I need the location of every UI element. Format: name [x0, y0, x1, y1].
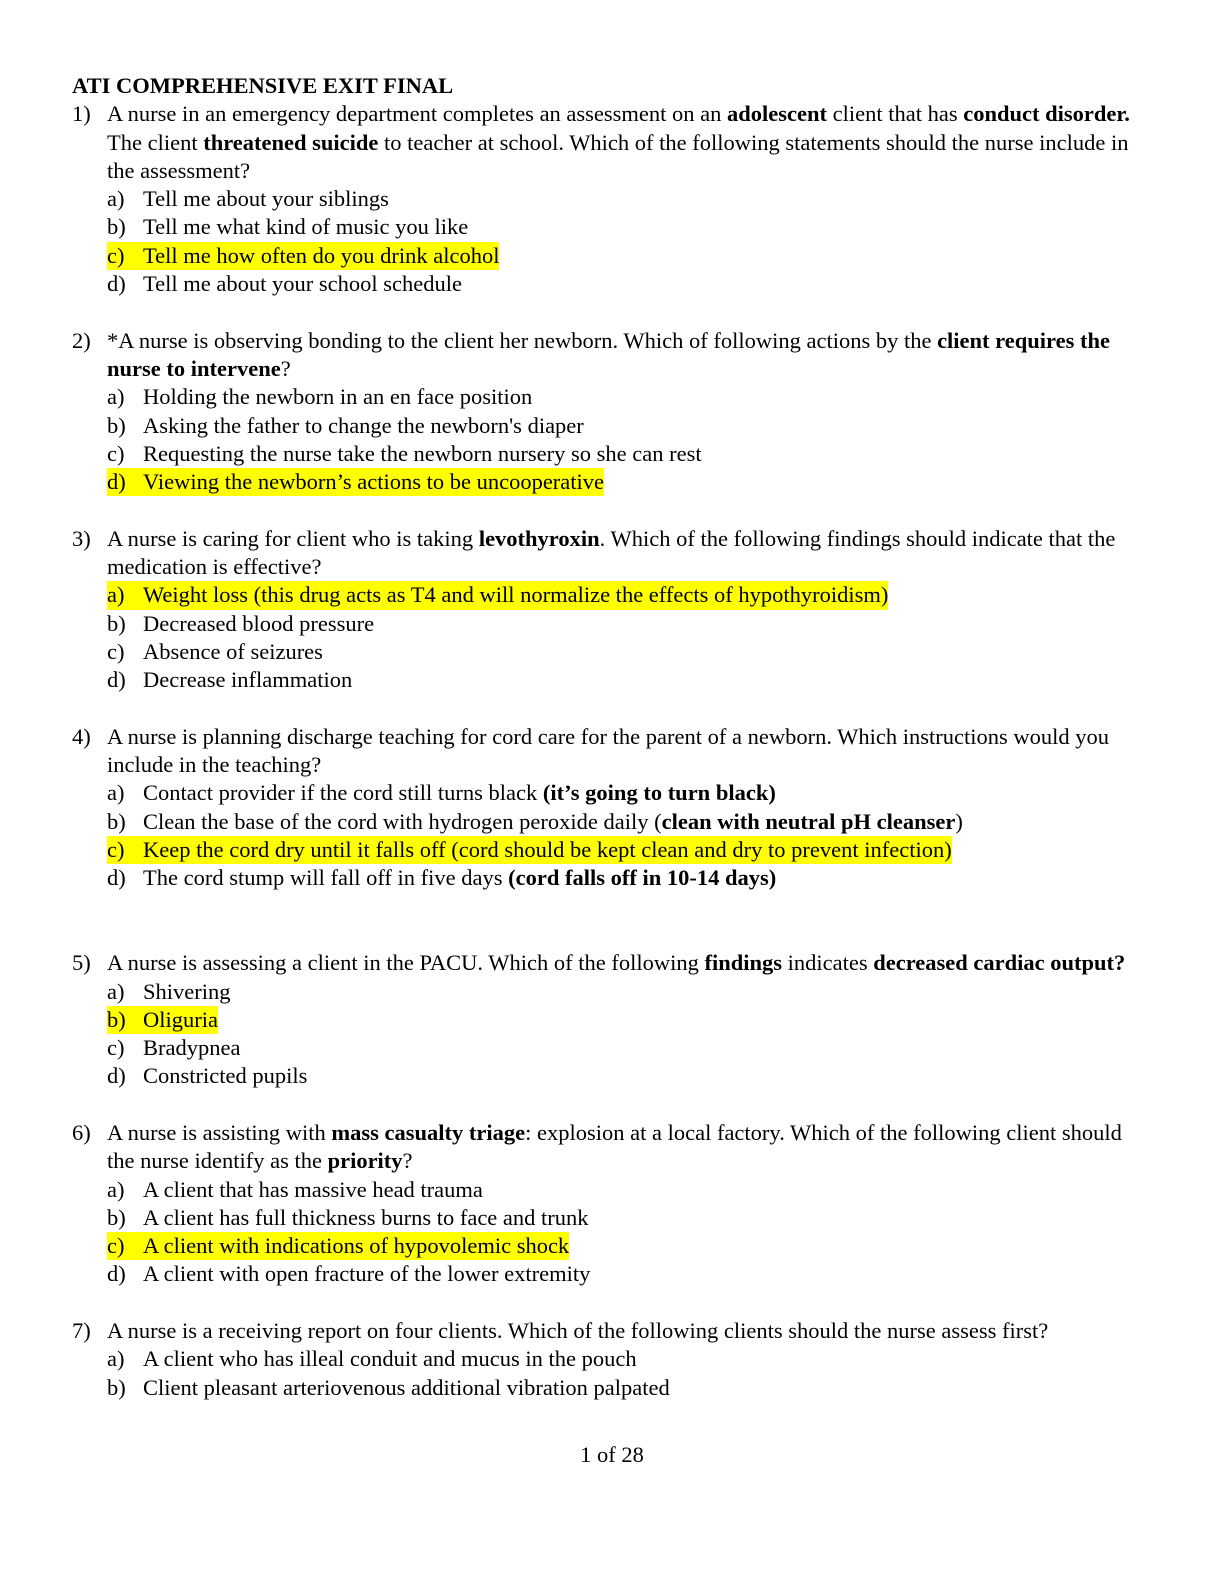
question-number: 5) [72, 950, 91, 976]
answer-option [107, 666, 1152, 694]
answer-option [107, 1062, 1152, 1090]
option-label: c) [107, 638, 125, 664]
answer-option-correct [107, 836, 1152, 864]
question-block [72, 525, 1152, 723]
option-text: Constricted pupils [143, 1063, 308, 1089]
answer-option [107, 185, 1152, 213]
option-label: c) [107, 440, 125, 466]
answer-options [107, 978, 1152, 1091]
question-stem: A nurse is caring for client who is taking levothyroxin. Which of the following findings should indicate that the medication is effective? [107, 525, 1116, 580]
option-text: A client who has illeal conduit and mucus in the pouch [143, 1346, 637, 1372]
question-number: 1) [72, 101, 91, 127]
option-text: Tell me about your school schedule [143, 271, 462, 297]
question-block [72, 723, 1152, 949]
answer-option [107, 1034, 1152, 1062]
blank-line [72, 921, 1152, 949]
option-label: c) [107, 242, 125, 268]
answer-option [107, 1345, 1152, 1373]
blank-line [72, 1091, 1152, 1119]
question-number: 6) [72, 1119, 91, 1145]
option-label: b) [107, 1374, 126, 1400]
option-label: b) [107, 1006, 126, 1032]
option-label: b) [107, 1204, 126, 1230]
option-text: Tell me how often do you drink alcohol [143, 242, 500, 268]
answer-option [107, 213, 1152, 241]
option-label: c) [107, 1233, 125, 1259]
option-label: a) [107, 1176, 125, 1202]
answer-option [107, 270, 1152, 298]
answer-option-correct [107, 242, 1152, 270]
question-stem: A nurse is a receiving report on four clients. Which of the following clients should the nurse assess first? [107, 1318, 1049, 1344]
answer-option [107, 808, 1152, 836]
question-stem: A nurse is planning discharge teaching for cord care for the parent of a newborn. Which instructions would you include in the teaching? [107, 723, 1110, 778]
option-text: Tell me what kind of music you like [143, 214, 469, 240]
option-label: a) [107, 1346, 125, 1372]
option-text: Decreased blood pressure [143, 610, 375, 636]
option-label: c) [107, 1035, 125, 1061]
option-label: d) [107, 1261, 126, 1287]
option-text: Bradypnea [143, 1035, 241, 1061]
option-text: Clean the base of the cord with hydrogen peroxide daily (clean with neutral pH cleanser) [143, 808, 963, 834]
option-label: d) [107, 667, 126, 693]
option-text: Keep the cord dry until it falls off (cord should be kept clean and dry to prevent infection) [143, 837, 952, 863]
question-number: 3) [72, 525, 91, 551]
option-text: Holding the newborn in an en face position [143, 384, 533, 410]
option-label: d) [107, 271, 126, 297]
option-text: A client with open fracture of the lower extremity [143, 1261, 591, 1287]
answer-option-correct [107, 581, 1152, 609]
answer-option-correct [107, 468, 1152, 496]
answer-option [107, 978, 1152, 1006]
option-label: a) [107, 186, 125, 212]
question-stem: *A nurse is observing bonding to the client her newborn. Which of following actions by the client requires the nurse to intervene? [107, 327, 1110, 381]
blank-line [72, 893, 1152, 921]
answer-options [107, 1345, 1152, 1402]
answer-options [107, 779, 1152, 892]
answer-option-correct [107, 1006, 1152, 1034]
option-text: Client pleasant arteriovenous additional vibration palpated [143, 1374, 670, 1400]
blank-line [72, 695, 1152, 723]
option-text: Viewing the newborn’s actions to be uncooperative [143, 469, 605, 495]
option-text: Asking the father to change the newborn's diaper [143, 412, 584, 438]
option-text: Shivering [143, 978, 231, 1004]
option-text: Requesting the nurse take the newborn nursery so she can rest [143, 440, 702, 466]
question-list [72, 100, 1152, 1402]
answer-options [107, 185, 1152, 298]
blank-line [72, 298, 1152, 326]
question-number: 4) [72, 723, 91, 749]
answer-option [107, 412, 1152, 440]
answer-option [107, 1176, 1152, 1204]
blank-line [72, 1289, 1152, 1317]
question-stem: A nurse is assessing a client in the PACU. Which of the following findings indicates decreased cardiac output? [107, 950, 1126, 976]
option-label: b) [107, 808, 126, 834]
question-block [72, 1317, 1152, 1402]
option-text: Oliguria [143, 1006, 218, 1032]
option-text: A client with indications of hypovolemic shock [143, 1233, 570, 1259]
question-stem: A nurse in an emergency department completes an assessment on an adolescent client that has conduct disorder. The client threatened suicide to teacher at school. Which of the following statements should the nurse include in the assessment? [107, 101, 1130, 183]
option-text: A client has full thickness burns to face and trunk [143, 1204, 589, 1230]
answer-option-correct [107, 1232, 1152, 1260]
blank-line [72, 496, 1152, 524]
option-label: a) [107, 780, 125, 806]
option-label: d) [107, 469, 126, 495]
answer-option [107, 610, 1152, 638]
page-indicator: 1 of 28 [580, 1442, 644, 1467]
option-text: Absence of seizures [143, 638, 323, 664]
answer-option [107, 638, 1152, 666]
answer-option [107, 1204, 1152, 1232]
answer-option [107, 440, 1152, 468]
option-text: Contact provider if the cord still turns black (it’s going to turn black) [143, 780, 776, 806]
answer-options [107, 581, 1152, 694]
answer-options [107, 383, 1152, 496]
question-stem: A nurse is assisting with mass casualty triage: explosion at a local factory. Which of the following client should the nurse identify as the priority? [107, 1119, 1122, 1174]
option-text: The cord stump will fall off in five days (cord falls off in 10-14 days) [143, 865, 777, 891]
answer-option [107, 779, 1152, 807]
option-label: a) [107, 384, 125, 410]
question-number: 2) [72, 327, 91, 353]
question-block [72, 949, 1152, 1119]
option-label: c) [107, 837, 125, 863]
option-text: Decrease inflammation [143, 667, 353, 693]
question-block [72, 1119, 1152, 1317]
document-title: ATI COMPREHENSIVE EXIT FINAL [72, 73, 454, 98]
document-page [72, 72, 1152, 1402]
answer-option [107, 383, 1152, 411]
answer-option [107, 1374, 1152, 1402]
answer-options [107, 1176, 1152, 1289]
option-label: a) [107, 978, 125, 1004]
question-block [72, 100, 1152, 326]
option-label: d) [107, 865, 126, 891]
option-label: b) [107, 610, 126, 636]
answer-option [107, 1260, 1152, 1288]
option-text: Tell me about your siblings [143, 186, 389, 212]
option-text: Weight loss (this drug acts as T4 and will normalize the effects of hypothyroidism) [143, 582, 889, 608]
option-label: b) [107, 214, 126, 240]
answer-option [107, 864, 1152, 892]
option-label: d) [107, 1063, 126, 1089]
option-label: b) [107, 412, 126, 438]
question-number: 7) [72, 1318, 91, 1344]
option-text: A client that has massive head trauma [143, 1176, 483, 1202]
question-block [72, 327, 1152, 525]
option-label: a) [107, 582, 125, 608]
